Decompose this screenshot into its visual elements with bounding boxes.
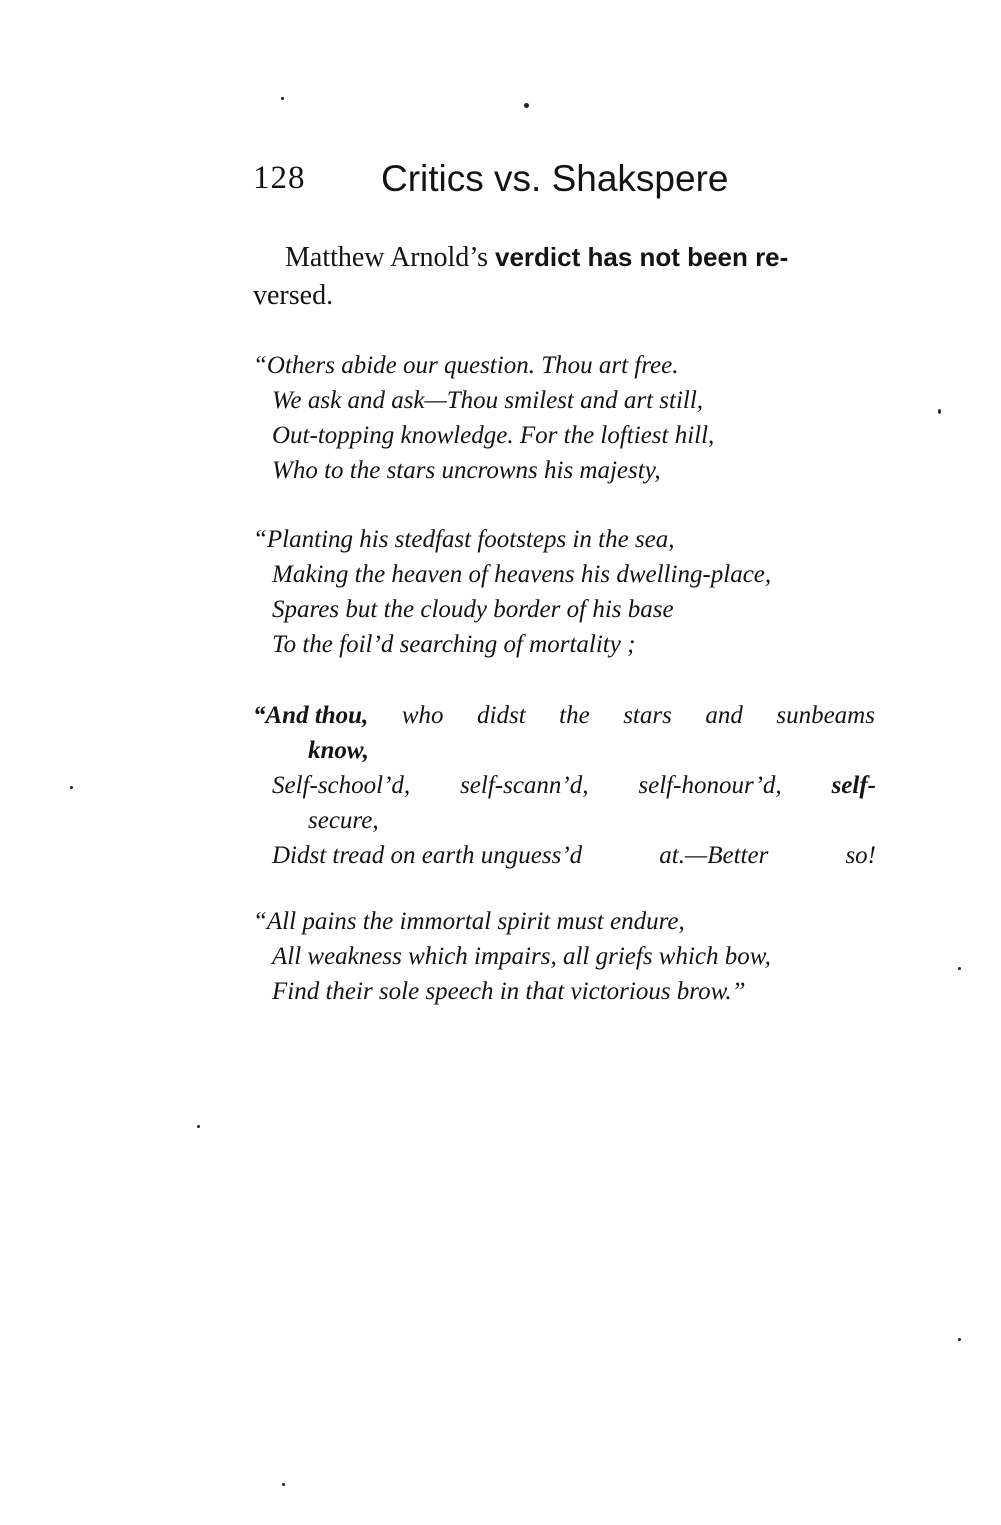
poem-word: stars [623, 702, 672, 729]
poem-word: the [559, 702, 590, 729]
poem-line: Making the heaven of heavens his dwelling-place, [272, 561, 772, 588]
scan-speck [197, 1125, 200, 1128]
poem-line-turnover: secure, [308, 807, 379, 834]
poem-word: at.—Better [659, 842, 769, 869]
poem-line-turnover: know, [308, 737, 369, 764]
poem-line: Who to the stars uncrowns his majesty, [272, 457, 661, 484]
scan-speck [938, 409, 941, 414]
poem-word: Didst tread on earth unguess’d [272, 842, 583, 869]
poem-stanza-3 [253, 698, 893, 873]
running-title: Critics vs. Shakspere [381, 158, 729, 199]
poem-line [253, 698, 875, 733]
poem-line: “All pains the immortal spirit must endure, [253, 908, 685, 935]
running-header [253, 158, 893, 208]
poem-line: “Planting his stedfast footsteps in the sea, [253, 526, 675, 553]
poem-stanza-4 [253, 904, 893, 1009]
poem-line [253, 838, 876, 873]
poem-stanza-1 [253, 348, 893, 488]
intro-paragraph [253, 238, 878, 315]
poem-word: who [401, 702, 444, 729]
scan-speck [524, 103, 529, 108]
page-number: 128 [253, 160, 306, 196]
poem-line: Out-topping knowledge. For the loftiest hill, [272, 422, 715, 449]
scan-speck [281, 97, 284, 100]
scan-speck [282, 1483, 285, 1486]
poem-word: Self-school’d, [272, 772, 411, 799]
poem-line: To the foil’d searching of mortality ; [272, 631, 636, 658]
poem-word: self-honour’d, [638, 772, 782, 799]
poem-word: so! [845, 842, 876, 869]
poem-word: didst [477, 702, 526, 729]
poem-word: sunbeams [776, 702, 875, 729]
poem-word: self- [831, 772, 876, 799]
poem-word: self-scann’d, [460, 772, 589, 799]
poem-line: All weakness which impairs, all griefs which bow, [272, 943, 771, 970]
scan-speck [70, 786, 73, 789]
intro-line: versed. [253, 280, 334, 311]
scan-speck [958, 1338, 961, 1341]
poem-line: Spares but the cloudy border of his base [272, 596, 674, 623]
intro-line [253, 238, 878, 277]
scan-speck [958, 967, 961, 970]
poem-line: “Others abide our question. Thou art free. [253, 352, 679, 379]
intro-plain-text: Matthew Arnold’s [285, 242, 495, 273]
intro-bold-text: verdict has not been re- [495, 242, 789, 272]
poem-line: We ask and ask—Thou smilest and art still, [272, 387, 704, 414]
poem-word: and [705, 702, 743, 729]
poem-line: Find their sole speech in that victorious brow.” [272, 978, 746, 1005]
poem-word: “And thou, [253, 702, 369, 729]
poem-stanza-2 [253, 522, 893, 662]
poem-line [253, 768, 876, 803]
